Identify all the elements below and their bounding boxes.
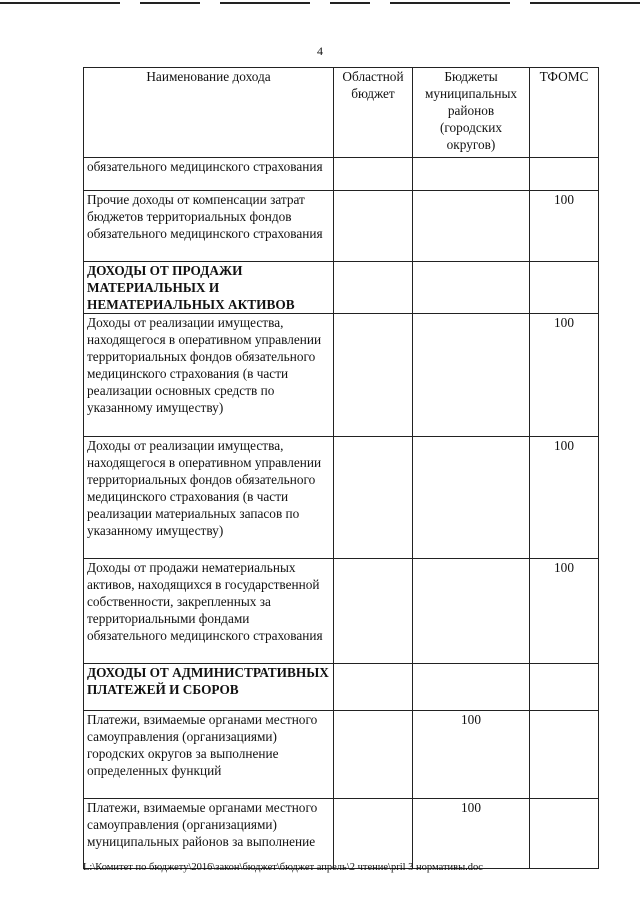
- table-row: [84, 191, 599, 262]
- header-row: [84, 68, 599, 158]
- row-regional: [334, 191, 413, 262]
- table-row: [84, 711, 599, 799]
- row-regional: [334, 664, 413, 711]
- row-tfoms: [530, 158, 599, 191]
- row-tfoms: 100: [530, 559, 599, 664]
- row-municipal: [413, 559, 530, 664]
- table-row-section: [84, 664, 599, 711]
- row-tfoms: [530, 262, 599, 314]
- row-name: Доходы от продажи нематериальных активов, находящихся в государственной собственности, закрепленных за территориальными фондами обязательного медицинского страхования: [84, 559, 334, 664]
- row-name: Прочие доходы от компенсации затрат бюджетов территориальных фондов обязательного медицинского страхования: [84, 191, 334, 262]
- income-table: [83, 67, 599, 869]
- row-regional: [334, 314, 413, 437]
- row-regional: [334, 711, 413, 799]
- row-name: Платежи, взимаемые органами местного самоуправления (организациями) городских округов за выполнение определенных функций: [84, 711, 334, 799]
- row-regional: [334, 437, 413, 559]
- page-number: 4: [317, 44, 323, 58]
- row-municipal: [413, 314, 530, 437]
- row-name: Платежи, взимаемые органами местного самоуправления (организациями) муниципальных районов за выполнение: [84, 799, 334, 869]
- header-tfoms: ТФОМС: [530, 68, 599, 158]
- row-tfoms: [530, 664, 599, 711]
- row-municipal: 100: [413, 799, 530, 869]
- row-name: Доходы от реализации имущества, находящегося в оперативном управлении территориальных фондов обязательного медицинского страхования (в части реализации материальных запасов по указанному имуществу): [84, 437, 334, 559]
- row-municipal: [413, 158, 530, 191]
- row-tfoms: 100: [530, 314, 599, 437]
- row-municipal: 100: [413, 711, 530, 799]
- row-municipal: [413, 191, 530, 262]
- row-municipal: [413, 437, 530, 559]
- row-regional: [334, 559, 413, 664]
- header-name: Наименование дохода: [84, 68, 334, 158]
- row-tfoms: [530, 799, 599, 869]
- table-row: [84, 314, 599, 437]
- row-municipal: [413, 664, 530, 711]
- header-regional: Областной бюджет: [334, 68, 413, 158]
- row-regional: [334, 158, 413, 191]
- row-tfoms: 100: [530, 191, 599, 262]
- header-municipal: Бюджеты муниципальных районов (городских округов): [413, 68, 530, 158]
- table-row: [84, 799, 599, 869]
- row-regional: [334, 799, 413, 869]
- row-regional: [334, 262, 413, 314]
- row-name: ДОХОДЫ ОТ ПРОДАЖИ МАТЕРИАЛЬНЫХ И НЕМАТЕРИАЛЬНЫХ АКТИВОВ: [84, 262, 334, 314]
- table-row: [84, 158, 599, 191]
- row-name: Доходы от реализации имущества, находящегося в оперативном управлении территориальных фондов обязательного медицинского страхования (в части реализации основных средств по указанному имуществу): [84, 314, 334, 437]
- row-name: обязательного медицинского страхования: [84, 158, 334, 191]
- table-row: [84, 437, 599, 559]
- row-tfoms: [530, 711, 599, 799]
- row-tfoms: 100: [530, 437, 599, 559]
- file-path-footer: L:\Комитет по бюджету\2016\закон\бюджет\бюджет апрель\2 чтение\pril 3 нормативы.doc: [83, 862, 483, 873]
- table-row-section: [84, 262, 599, 314]
- row-municipal: [413, 262, 530, 314]
- top-scan-border: [0, 0, 640, 6]
- table-row: [84, 559, 599, 664]
- row-name: ДОХОДЫ ОТ АДМИНИСТРАТИВНЫХ ПЛАТЕЖЕЙ И СБОРОВ: [84, 664, 334, 711]
